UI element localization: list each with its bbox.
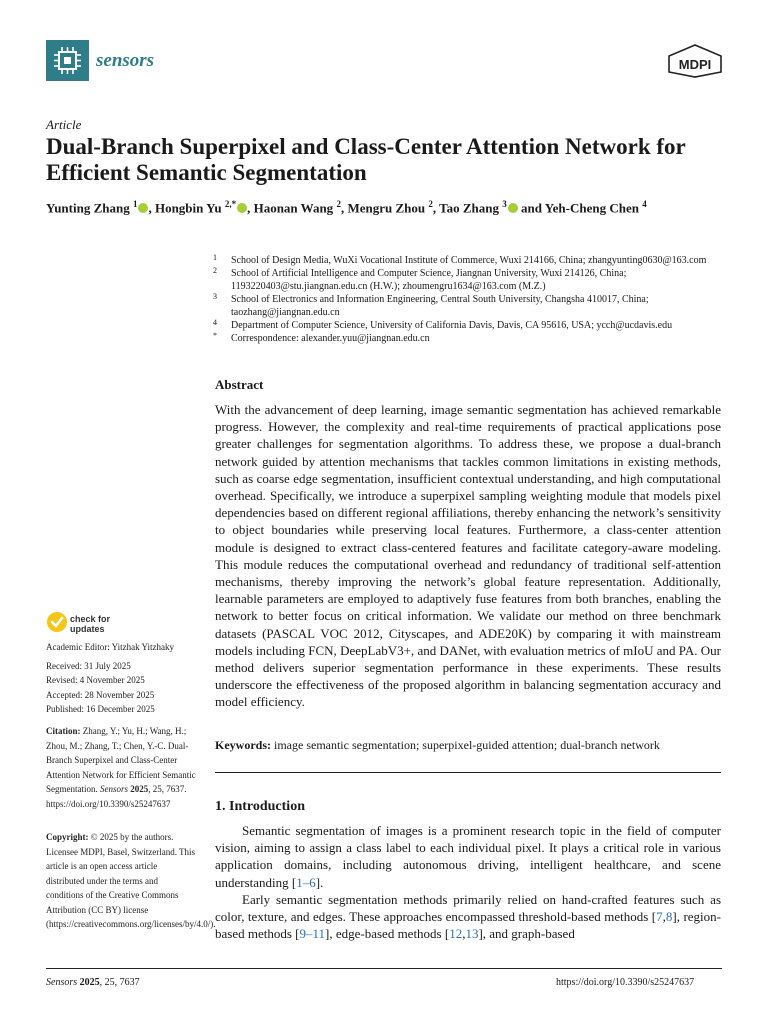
introduction-body bbox=[215, 822, 721, 942]
affiliation-item bbox=[213, 293, 733, 319]
received-date: Received: 31 July 2025 bbox=[46, 661, 131, 671]
published-date: Published: 16 December 2025 bbox=[46, 704, 155, 714]
citation-link[interactable]: 7 bbox=[656, 909, 663, 925]
revised-date: Revised: 4 November 2025 bbox=[46, 675, 145, 685]
affiliation-text: School of Design Media, WuXi Vocational Institute of Commerce, Wuxi 214166, China; zhangyunting0630@163.com bbox=[231, 255, 707, 266]
section-divider bbox=[215, 772, 721, 773]
author-affiliation-sup: 3 bbox=[502, 199, 507, 209]
citation-link[interactable]: 12 bbox=[449, 926, 463, 942]
affiliations bbox=[213, 254, 733, 345]
author-separator: , bbox=[432, 200, 440, 216]
article-title: Dual-Branch Superpixel and Class-Center Attention Network for Efficient Semantic Segmentation bbox=[46, 134, 686, 185]
journal-name[interactable]: sensors bbox=[96, 50, 155, 71]
citation-link[interactable]: 9–11 bbox=[299, 926, 326, 942]
affiliation-text: Correspondence: alexander.yuu@jiangnan.edu.cn bbox=[231, 333, 430, 344]
affiliation-number: * bbox=[213, 331, 217, 340]
article-type: Article bbox=[46, 117, 82, 132]
affiliation-item bbox=[213, 332, 733, 345]
academic-editor: Academic Editor: Yitzhak Yitzhaky bbox=[46, 642, 175, 652]
mdpi-logo[interactable] bbox=[667, 44, 723, 83]
affiliation-item bbox=[213, 319, 733, 332]
author-separator: , bbox=[247, 200, 254, 216]
citation-link[interactable]: 8 bbox=[665, 909, 673, 925]
mdpi-logo-text: MDPI bbox=[678, 57, 712, 72]
journal-logo-icon bbox=[46, 40, 89, 81]
orcid-icon[interactable] bbox=[138, 203, 148, 213]
author-name: Hongbin Yu bbox=[154, 200, 225, 216]
footer-divider bbox=[46, 968, 722, 969]
author-name: Yeh-Cheng Chen bbox=[544, 200, 643, 216]
affiliation-number: 3 bbox=[213, 292, 217, 301]
keywords-label: Keywords: bbox=[215, 738, 271, 752]
author-affiliation-sup: 1 bbox=[132, 199, 138, 209]
citation-link[interactable]: 13 bbox=[465, 926, 479, 942]
author-list bbox=[46, 199, 746, 216]
citation-block: Citation: Zhang, Y.; Yu, H.; Wang, H.; Zhou, M.; Zhang, T.; Chen, Y.-C. Dual-Branch Superpixel and Class-Center Attention Network for Efficient Semantic Segmentation. Sensors 2025, 25, 7637. https://doi.org/10.3390/s25247637 bbox=[46, 726, 196, 809]
check-for-updates-label[interactable]: check for updates bbox=[70, 614, 111, 634]
author-name: Yunting Zhang bbox=[46, 200, 133, 216]
affiliation-text: Department of Computer Science, University of California Davis, Davis, CA 95616, USA; ycch@ucdavis.edu bbox=[231, 320, 673, 331]
intro-paragraph-1: Semantic segmentation of images is a prominent research topic in the field of computer vision, aiming to assign a class label to each individual pixel. It plays a critical role in various application domains, including autonomous driving, intelligent healthcare, and scene understanding [1–6]. bbox=[215, 823, 721, 890]
author-separator: , bbox=[148, 200, 155, 216]
abstract-text: With the advancement of deep learning, image semantic segmentation has achieved remarkable progress. However, the complexity and real-time requirements of practical applications pose greater challenges for segmentation algorithms. To address these, we propose a dual-branch network guided by attention mechanisms that tackles common limitations in existing methods, such as coarse edge segmentation, insufficient contextual understanding, and high computational overhead. Specifically, we introduce a superpixel sampling weighting module that models pixel dependencies based on different regional affiliations, thereby enhancing the network’s sensitivity to object boundaries while preserving local features. Furthermore, a class-center attention module is designed to extract class-centered features and facilitate category-aware modeling. This module reduces the computational overhead and redundancy of traditional self-attention mechanisms, thereby improving the network’s global feature representation. Additionally, learnable parameters are employed to adaptively fuse features from both branches, enabling the network to better focus on critical information. We validate our method on three benchmark datasets (PASCAL VOC 2012, Cityscapes, and ADE20K) by comparing it with mainstream models including FCN, DeepLabV3+, and DANet, with evaluation metrics of mIoU and PA. Our method delivers superior segmentation performance in these experiments. These results underscore the effectiveness of the proposed algorithm in balancing segmentation accuracy and model efficiency. bbox=[215, 402, 721, 710]
author-name: Tao Zhang bbox=[439, 200, 503, 216]
footer-doi-link[interactable]: https://doi.org/10.3390/s25247637 bbox=[556, 977, 695, 988]
intro-paragraph-2: Early semantic segmentation methods primarily relied on hand-crafted features such as color, texture, and edges. These approaches encompassed threshold-based methods [7,8], region-based methods [9–11], edge-based methods [12,13], and graph-based bbox=[215, 891, 721, 942]
copyright-block: Copyright: © 2025 by the authors. Licensee MDPI, Basel, Switzerland. This article is an open access article distributed under the terms and conditions of the Creative Commons Attribution (CC BY) license (https://creativecommons.org/licenses/by/4.0/). bbox=[46, 832, 216, 929]
affiliation-item bbox=[213, 254, 733, 267]
orcid-icon[interactable] bbox=[237, 203, 247, 213]
footer-citation: Sensors 2025, 25, 7637 bbox=[46, 977, 140, 988]
affiliation-number: 1 bbox=[213, 253, 217, 262]
author-affiliation-sup: 4 bbox=[642, 199, 647, 209]
affiliation-text: School of Electronics and Information Engineering, Central South University, Changsha 410017, China; taozhang@jiangnan.edu.cn bbox=[231, 294, 649, 318]
author-affiliation-sup: 2 bbox=[336, 199, 341, 209]
affiliation-text: School of Artificial Intelligence and Computer Science, Jiangnan University, Wuxi 214126, China; 1193220403@stu.jiangnan.edu.cn (H.W.); zhoumengru1634@163.com (M.Z.) bbox=[231, 268, 627, 292]
abstract-heading: Abstract bbox=[215, 377, 264, 392]
affiliation-number: 2 bbox=[213, 266, 217, 275]
author-separator: , bbox=[340, 200, 348, 216]
author-name: Mengru Zhou bbox=[347, 200, 429, 216]
author-affiliation-sup: 2,* bbox=[224, 199, 237, 209]
affiliation-number: 4 bbox=[213, 318, 217, 327]
check-for-updates-icon[interactable] bbox=[46, 611, 68, 638]
affiliation-item bbox=[213, 267, 733, 293]
citation-link[interactable]: 1–6 bbox=[296, 874, 316, 890]
section-heading-introduction: 1. Introduction bbox=[215, 799, 305, 814]
keywords bbox=[215, 738, 735, 753]
orcid-icon[interactable] bbox=[508, 203, 518, 213]
author-separator: and bbox=[517, 200, 545, 216]
accepted-date: Accepted: 28 November 2025 bbox=[46, 690, 155, 700]
author-name: Haonan Wang bbox=[253, 200, 337, 216]
keywords-text: image semantic segmentation; superpixel-guided attention; dual-branch network bbox=[274, 738, 660, 752]
author-affiliation-sup: 2 bbox=[428, 199, 433, 209]
